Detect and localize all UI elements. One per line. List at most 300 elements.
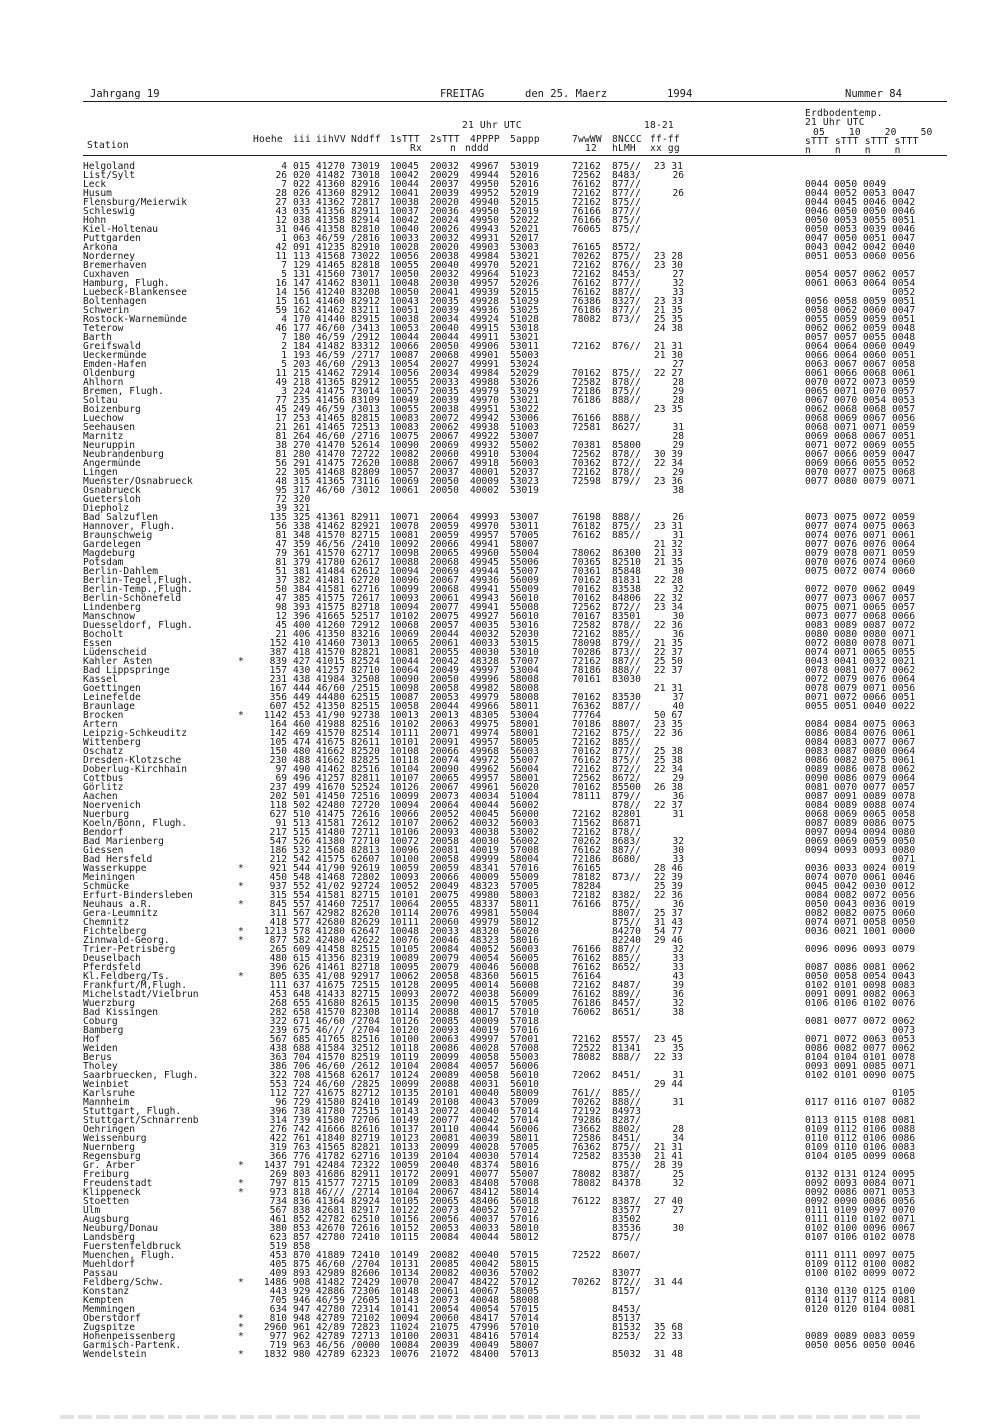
cell-ncc: 82510 xyxy=(612,557,641,568)
cell-pppp: 49944 xyxy=(470,170,499,181)
cell-ihvv: 42480 xyxy=(316,800,345,811)
cell-ihvv: 41350 xyxy=(316,629,345,640)
year-label: 1994 xyxy=(667,88,693,100)
cell-ncc: 83530 xyxy=(612,1151,641,1162)
cell-hoehe: 56 xyxy=(275,458,287,469)
cell-name: Leinefelde xyxy=(83,692,141,703)
cell-nddff: /2704 xyxy=(351,1259,380,1270)
cell-pppp: 40014 xyxy=(470,980,499,991)
cell-soil-3: 0107 xyxy=(863,1097,887,1108)
cell-pppp: 40054 xyxy=(470,1304,499,1315)
cell-www: 72162 xyxy=(572,827,601,838)
cell-ncc: 875// xyxy=(612,386,641,397)
cell-soil-4: 0048 xyxy=(892,323,916,334)
cell-ff: 36 xyxy=(672,989,684,1000)
cell-soil-1: 0036 xyxy=(805,926,829,937)
cell-soil-2: 0106 xyxy=(834,998,858,1009)
cell-ncc: 873// xyxy=(612,314,641,325)
cell-hoehe: 810 xyxy=(269,1313,287,1324)
cell-pppp: 40058 xyxy=(470,1070,499,1081)
cell-ihvv: 41680 xyxy=(316,998,345,1009)
cell-hoehe: 453 xyxy=(269,989,287,1000)
cell-soil-2: 0071 xyxy=(834,917,858,928)
cell-soil-1: 0084 xyxy=(805,890,829,901)
cell-name: Berlin-Schönefeld xyxy=(83,593,182,604)
cell-soil-1: 0062 xyxy=(805,323,829,334)
cell-pppp: 40057 xyxy=(470,1061,499,1072)
cell-pppp: 49910 xyxy=(470,449,499,460)
cell-tt1: 10093 xyxy=(390,593,419,604)
cell-tt2: 20027 xyxy=(430,359,459,370)
cell-ihvv: 41350 xyxy=(316,701,345,712)
cell-soil-1: 0087 xyxy=(805,818,829,829)
cell-ff: 31 44 xyxy=(654,1277,683,1288)
cell-soil-1: 0045 xyxy=(805,881,829,892)
cell-name: Chemnitz xyxy=(83,917,130,928)
cell-soil-2: 0082 xyxy=(834,908,858,919)
cell-soil-1: 0072 xyxy=(805,584,829,595)
cell-pppp: 40019 xyxy=(470,1025,499,1036)
cell-tt1: 10048 xyxy=(390,278,419,289)
cell-www: 72182 xyxy=(572,890,601,901)
cell-nddff: 82825 xyxy=(351,755,380,766)
cell-ff: 33 xyxy=(672,953,684,964)
cell-tt1: 10100 xyxy=(390,1331,419,1342)
ncc-heading: 8NCCC xyxy=(612,134,642,145)
cell-name: Husum xyxy=(83,188,112,199)
cell-soil-1: 0071 xyxy=(805,692,829,703)
cell-pppp: 48412 xyxy=(470,1187,499,1198)
page-bottom-edge xyxy=(60,1415,920,1419)
cell-ihvv: 41468 xyxy=(316,872,345,883)
cell-ihvv: 41581 xyxy=(316,584,345,595)
cell-tt2: 20067 xyxy=(430,575,459,586)
cell-soil-1: 0058 xyxy=(805,305,829,316)
cell-tt1: 10054 xyxy=(390,359,419,370)
cell-iii: 203 xyxy=(293,359,311,370)
cell-name: Bad Salzuflen xyxy=(83,512,159,523)
cell-ncc: 83501 xyxy=(612,611,641,622)
cell-pppp: 40040 xyxy=(470,1106,499,1117)
cell-ihvv: 41580 xyxy=(316,1115,345,1126)
cell-ncc: 81831 xyxy=(612,575,641,586)
cell-ihvv: 41460 xyxy=(316,899,345,910)
cell-tt1: 10114 xyxy=(390,1007,419,1018)
cell-soil-3: 0083 xyxy=(863,1331,887,1342)
cell-pppp: 40033 xyxy=(470,1223,499,1234)
cell-sappp: 53021 xyxy=(510,332,539,343)
cell-nddff: 73013 xyxy=(351,638,380,649)
cell-tt2: 20084 xyxy=(430,1232,459,1243)
cell-name: Hamburg, Flugh. xyxy=(83,278,170,289)
cell-sappp: 53002 xyxy=(510,827,539,838)
cell-soil-1: 0050 xyxy=(805,899,829,910)
cell-soil-1: 0092 xyxy=(805,1187,829,1198)
cell-ihvv: 42480 xyxy=(316,935,345,946)
cell-hoehe: 7 xyxy=(281,260,287,271)
cell-ihvv: 41475 xyxy=(316,458,345,469)
cell-nddff: /3413 xyxy=(351,323,380,334)
cell-sappp: 57005 xyxy=(510,881,539,892)
cell-soil-2: 0070 xyxy=(834,584,858,595)
cell-soil-3: 0071 xyxy=(863,548,887,559)
cell-ihvv: 41/02 xyxy=(316,881,345,892)
cell-tt1: 10045 xyxy=(390,161,419,172)
cell-name: Luechow xyxy=(83,413,124,424)
cell-nddff: 73022 xyxy=(351,251,380,262)
cell-www: 72562 xyxy=(572,449,601,460)
cell-hoehe: 623 xyxy=(269,1232,287,1243)
cell-iii: 348 xyxy=(293,530,311,541)
cell-soil-3: 0086 xyxy=(863,818,887,829)
cell-soil-3: 0067 xyxy=(863,593,887,604)
cell-soil-1: 0089 xyxy=(805,1331,829,1342)
cell-tt1: 10055 xyxy=(390,260,419,271)
cell-soil-3: 0094 xyxy=(863,827,887,838)
cell-tt2: 20065 xyxy=(430,773,459,784)
cell-soil-4: 0081 xyxy=(892,1115,916,1126)
cell-ff: 22 37 xyxy=(654,665,683,676)
cell-ff: 26 xyxy=(672,512,684,523)
cell-ihvv: 41984 xyxy=(316,674,345,685)
cell-pppp: 40030 xyxy=(470,647,499,658)
cell-tt1: 10066 xyxy=(390,341,419,352)
cell-tt2: 20040 xyxy=(430,260,459,271)
cell-tt2: 20054 xyxy=(430,1304,459,1315)
cell-ihvv: 41470 xyxy=(316,440,345,451)
cell-soil-4: 0063 xyxy=(892,521,916,532)
cell-tt2: 20076 xyxy=(430,908,459,919)
cell-name: Wittenberg xyxy=(83,737,141,748)
cell-name: Weiden xyxy=(83,1043,118,1054)
cell-tt1: 10096 xyxy=(390,575,419,586)
cell-nddff: 82917 xyxy=(351,1205,380,1216)
cell-iii: 396 xyxy=(293,611,311,622)
cell-hoehe: 422 xyxy=(269,1133,287,1144)
cell-www: 72162 xyxy=(572,809,601,820)
cell-iii: 980 xyxy=(293,1349,311,1360)
cell-nddff: 83216 xyxy=(351,629,380,640)
cell-soil-2: 0076 xyxy=(834,557,858,568)
cell-hoehe: 150 xyxy=(269,746,287,757)
cell-soil-4: 0075 xyxy=(892,1250,916,1261)
cell-tt2: 20064 xyxy=(430,512,459,523)
cell-tt1: 10090 xyxy=(390,440,419,451)
cell-iii: 946 xyxy=(293,1295,311,1306)
cell-name: Wendelstein xyxy=(83,1349,147,1360)
cell-soil-4: 0071 xyxy=(892,1178,916,1189)
cell-sappp: 53003 xyxy=(510,242,539,253)
cell-iii: 180 xyxy=(293,332,311,343)
cell-pppp: 49957 xyxy=(470,773,499,784)
cell-ncc: 887// xyxy=(612,701,641,712)
cell-nddff: /2704 xyxy=(351,1025,380,1036)
cell-name: Cottbus xyxy=(83,773,124,784)
cell-pppp: 40040 xyxy=(470,1250,499,1261)
cell-tt1: 10050 xyxy=(390,287,419,298)
cell-nddff: 73017 xyxy=(351,269,380,280)
cell-sappp: 56010 xyxy=(510,611,539,622)
cell-ncc: 873// xyxy=(612,647,641,658)
cell-ihvv: 41270 xyxy=(316,161,345,172)
cell-tt1: 10059 xyxy=(390,863,419,874)
cell-pppp: 48408 xyxy=(470,1178,499,1189)
cell-www: 72162 xyxy=(572,737,601,748)
cell-tt2: 20049 xyxy=(430,665,459,676)
cell-tt1: 10143 xyxy=(390,1295,419,1306)
cell-pppp: 40039 xyxy=(470,1133,499,1144)
cell-sappp: 56010 xyxy=(510,1070,539,1081)
cell-ihvv: 41482 xyxy=(316,170,345,181)
cell-ihvv: 42789 xyxy=(316,1331,345,1342)
cell-name: Frankfurt/M,Flugh. xyxy=(83,980,187,991)
cell-www: 70262 xyxy=(572,836,601,847)
cell-tt2: 20083 xyxy=(430,1178,459,1189)
cell-ihvv: 41356 xyxy=(316,953,345,964)
cell-soil-1: 0067 xyxy=(805,395,829,406)
cell-name: Oberstdorf xyxy=(83,1313,141,1324)
cell-www: 70186 xyxy=(572,719,601,730)
cell-soil-1: 0070 xyxy=(805,557,829,568)
cell-soil-1: 0050 xyxy=(805,215,829,226)
cell-ncc: 8487/ xyxy=(612,980,641,991)
cell-soil-1: 0050 xyxy=(805,1340,829,1351)
cell-ff: 38 xyxy=(672,1007,684,1018)
cell-ncc: 879// xyxy=(612,476,641,487)
cell-ncc: 872// xyxy=(612,458,641,469)
cell-ff: 26 38 xyxy=(654,782,683,793)
cell-ihvv: 41575 xyxy=(316,854,345,865)
cell-soil-2: 0052 xyxy=(834,188,858,199)
cell-hoehe: 81 xyxy=(275,449,287,460)
cell-sappp: 57008 xyxy=(510,845,539,856)
cell-tt1: 10134 xyxy=(390,1268,419,1279)
cell-nddff: 92724 xyxy=(351,881,380,892)
cell-www: 76186 xyxy=(572,998,601,1009)
cell-ff: 29 46 xyxy=(654,935,683,946)
cell-ihvv: 41365 xyxy=(316,377,345,388)
cell-name: Leck xyxy=(83,179,107,190)
cell-name: Guetersloh xyxy=(83,494,141,505)
cell-tt2: 20073 xyxy=(430,791,459,802)
cell-name: Bremerhaven xyxy=(83,260,147,271)
cell-soil-2: 0112 xyxy=(834,1133,858,1144)
cell-soil-1: 0109 xyxy=(805,1142,829,1153)
cell-iii: 739 xyxy=(293,1115,311,1126)
cell-pppp: 48323 xyxy=(470,935,499,946)
cell-tt1: 10149 xyxy=(390,1250,419,1261)
cell-tt1: 10123 xyxy=(390,1133,419,1144)
cell-soil-2: 0051 xyxy=(834,701,858,712)
cell-nddff: 62647 xyxy=(351,926,380,937)
cell-tt2: 20077 xyxy=(430,602,459,613)
cell-iii: 532 xyxy=(293,845,311,856)
cell-ihvv: 41475 xyxy=(316,386,345,397)
cell-soil-4: 0057 xyxy=(892,386,916,397)
cell-nddff: 62717 xyxy=(351,548,380,559)
cell-tt2: 20066 xyxy=(430,872,459,883)
cell-sappp: 58016 xyxy=(510,1160,539,1171)
cell-soil-3: 0114 xyxy=(863,1295,887,1306)
cell-ihvv: 41840 xyxy=(316,1133,345,1144)
cell-www: 78098 xyxy=(572,638,601,649)
cell-www: 73662 xyxy=(572,1124,601,1135)
cell-sappp: 57009 xyxy=(510,1097,539,1108)
cell-tt1: 10098 xyxy=(390,683,419,694)
cell-soil-4: 0059 xyxy=(892,1331,916,1342)
jahrgang-label: Jahrgang 19 xyxy=(90,88,160,100)
cell-tt1: 10105 xyxy=(390,944,419,955)
cell-soil-1: 0075 xyxy=(805,566,829,577)
cell-nddff: 82718 xyxy=(351,602,380,613)
cell-soil-1: 0090 xyxy=(805,773,829,784)
cell-soil-4: 0075 xyxy=(892,818,916,829)
cell-www: 72586 xyxy=(572,1133,601,1144)
cell-ncc: 889// xyxy=(612,989,641,1000)
cell-ff: 22 34 xyxy=(654,764,683,775)
cell-tt2: 20020 xyxy=(430,197,459,208)
cell-soil-4: 0043 xyxy=(892,971,916,982)
cell-soil-1: 0068 xyxy=(805,809,829,820)
cell-iii: 853 xyxy=(293,1223,311,1234)
cell-soil-2: 0042 xyxy=(834,881,858,892)
cell-tt2: 20069 xyxy=(430,440,459,451)
cell-soil-4: 0060 xyxy=(892,908,916,919)
cell-tt2: 20066 xyxy=(430,539,459,550)
cell-soil-1: 0102 xyxy=(805,980,829,991)
cell-tt2: 20065 xyxy=(430,548,459,559)
cell-ihvv: 42670 xyxy=(316,1223,345,1234)
cell-tt1: 10044 xyxy=(390,332,419,343)
cell-soil-1: 0051 xyxy=(805,251,829,262)
cell-pppp: 40035 xyxy=(470,620,499,631)
cell-name: Hohenpeissenberg xyxy=(83,1331,176,1342)
cell-soil-2: 0071 xyxy=(834,386,858,397)
cell-nddff: /2816 xyxy=(351,233,380,244)
cell-sappp: 53006 xyxy=(510,413,539,424)
cell-sappp: 57016 xyxy=(510,1214,539,1225)
cell-soil-1: 0086 xyxy=(805,755,829,766)
cell-name: Muenchen, Flugh. xyxy=(83,1250,176,1261)
cell-tt2: 20039 xyxy=(430,395,459,406)
cell-hoehe: 319 xyxy=(269,1142,287,1153)
cell-ihvv: 42789 xyxy=(316,1313,345,1324)
cell-tt2: 20073 xyxy=(430,1295,459,1306)
cell-soil-2: 0071 xyxy=(834,422,858,433)
cell-ncc: 888// xyxy=(612,512,641,523)
cell-tt2: 20050 xyxy=(430,476,459,487)
cell-soil-2: 0111 xyxy=(834,1250,858,1261)
cell-pppp: 40032 xyxy=(470,629,499,640)
cell-iii: 261 xyxy=(293,422,311,433)
cell-name: Marnitz xyxy=(83,431,124,442)
cell-www: 76166 xyxy=(572,899,601,910)
cell-soil-4: 0000 xyxy=(892,926,916,937)
cell-tt1: 10101 xyxy=(390,890,419,901)
station-heading: Station xyxy=(87,140,129,151)
cell-soil-1: 0044 xyxy=(805,188,829,199)
cell-tt2: 20058 xyxy=(430,854,459,865)
cell-nddff: 82911 xyxy=(351,512,380,523)
cell-soil-4: 0022 xyxy=(892,701,916,712)
cell-iii: 430 xyxy=(293,665,311,676)
cell-soil-3: 0055 xyxy=(863,215,887,226)
cell-hoehe: 11 xyxy=(275,251,287,262)
cell-tt2: 20064 xyxy=(430,800,459,811)
cell-hoehe: 356 xyxy=(269,692,287,703)
cell-tt2: 20081 xyxy=(430,1133,459,1144)
cell-nddff: 72513 xyxy=(351,422,380,433)
cell-star: * xyxy=(238,1313,244,1324)
cell-pppp: 40033 xyxy=(470,638,499,649)
cell-tt2: 20060 xyxy=(430,1313,459,1324)
cell-tt1: 10111 xyxy=(390,728,419,739)
cell-ihvv: 42782 xyxy=(316,1214,345,1225)
cell-pppp: 40042 xyxy=(470,1115,499,1126)
cell-soil-1: 0111 xyxy=(805,1205,829,1216)
cell-ff: 23 45 xyxy=(654,1034,683,1045)
cell-tt1: 10109 xyxy=(390,1178,419,1189)
cell-soil-1: 0070 xyxy=(805,467,829,478)
cell-soil-4: 0074 xyxy=(892,800,916,811)
cell-pppp: 40001 xyxy=(470,467,499,478)
cell-ihvv: 42886 xyxy=(316,1286,345,1297)
cell-ihvv: 41662 xyxy=(316,755,345,766)
cell-ihvv: 41460 xyxy=(316,638,345,649)
cell-www: 72162 xyxy=(572,1034,601,1045)
cell-pppp: 49970 xyxy=(470,521,499,532)
cell-name: Oldenburg xyxy=(83,368,135,379)
cell-nddff: 82818 xyxy=(351,260,380,271)
cell-soil-1: 0110 xyxy=(805,1133,829,1144)
cell-tt1: 10149 xyxy=(390,1115,419,1126)
cell-nddff: 62617 xyxy=(351,557,380,568)
cell-sappp: 53004 xyxy=(510,665,539,676)
cell-tt2: 20077 xyxy=(430,1115,459,1126)
cell-tt2: 20099 xyxy=(430,1052,459,1063)
cell-pppp: 49970 xyxy=(470,260,499,271)
cell-tt1: 10082 xyxy=(390,449,419,460)
cell-soil-4: 0064 xyxy=(892,539,916,550)
cell-soil-4: 0048 xyxy=(892,332,916,343)
cell-name: Muenster/Osnabrueck xyxy=(83,476,193,487)
cell-pppp: 49952 xyxy=(470,188,499,199)
cell-ihvv: 41356 xyxy=(316,206,345,217)
cell-ff: 23 34 xyxy=(654,602,683,613)
cell-ncc: 83577 xyxy=(612,1205,641,1216)
cell-soil-2: 0079 xyxy=(834,683,858,694)
cell-soil-1: 0086 xyxy=(805,728,829,739)
cell-ff: 22 36 xyxy=(654,728,683,739)
cell-soil-3: 0099 xyxy=(863,1268,887,1279)
cell-ff: 23 33 xyxy=(654,296,683,307)
cell-name: Weinbiet xyxy=(83,1079,130,1090)
cell-nddff: 72306 xyxy=(351,1286,380,1297)
cell-ncc: 887// xyxy=(612,944,641,955)
cell-iii: 763 xyxy=(293,1142,311,1153)
cell-iii: 253 xyxy=(293,413,311,424)
cell-ncc: 8457/ xyxy=(612,998,641,1009)
cell-pppp: 49942 xyxy=(470,413,499,424)
cell-www: 76186 xyxy=(572,395,601,406)
cell-name: Neuhaus a.R. xyxy=(83,899,153,910)
cell-ihvv: 41460 xyxy=(316,296,345,307)
cell-tt2: 20091 xyxy=(430,1169,459,1180)
cell-tt2: 20093 xyxy=(430,827,459,838)
cell-nddff: 82616 xyxy=(351,1124,380,1135)
cell-name: Memmingen xyxy=(83,1304,135,1315)
cell-soil-1: 0117 xyxy=(805,1097,829,1108)
